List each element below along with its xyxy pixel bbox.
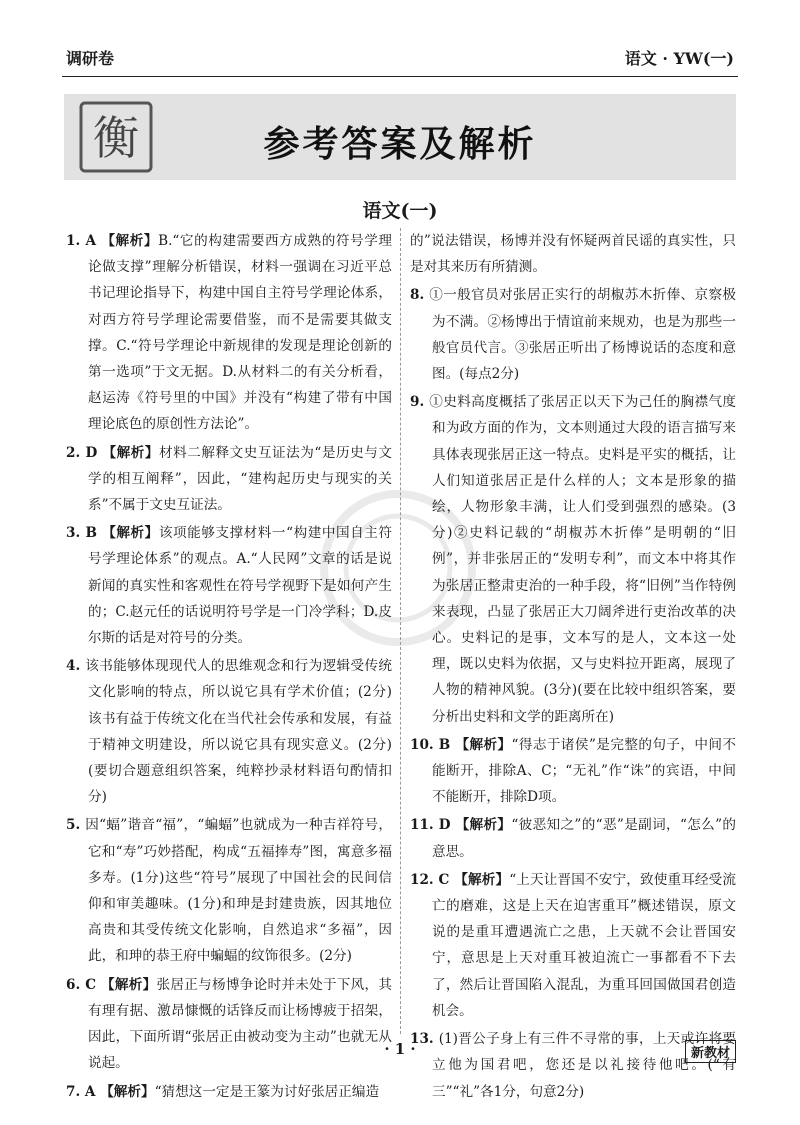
question-number: 1. A [66,233,102,249]
answer-text: 材料二解释文史互证法为“是历史与文学的相互阐释”，因此，“建构起历史与现实的关系”不属于文史互证法。 [88,444,393,514]
answer-text: ①一般官员对张居正实行的胡椒苏木折俸、京察极为不满。②杨博出于情谊前来规劝，也是为那些一般官员代言。③张居正听出了杨博说话的态度和意图。(每点2分) [429,287,736,383]
answer-item [66,653,392,810]
answer-column-left [66,228,392,1107]
answer-text: 张居正与杨博争论时并未处于下风，其有理有据、激昂慷慨的话锋反而让杨博疲于招架，因此，下面所谓“张居正由被动变为主动”也就无从说起。 [88,976,393,1072]
header-right-label: 语文 · YW(一) [624,49,734,68]
answer-text: “得志于诸侯”是完整的句子，中间不能断开，排除A、C；“无礼”作“诛”的宾语，中间不能断开，排除D项。 [432,736,737,806]
question-number: 8. [410,287,430,304]
answer-text: “上天让晋国不安宁，致使重耳经受流亡的磨难，这是上天在迫害重耳”概述错误，原文说的是重耳遭遇流亡之患，上天就不会让晋国安宁，意思是上天对重耳被迫流亡一事都看不下去了，然后让晋国陷入混乱，为重耳回国做国君创造机会。 [432,871,737,1019]
svg-text:衡: 衡 [93,111,139,165]
section-subtitle: 语文(一) [362,200,438,222]
answer-item [410,389,736,730]
question-number: 11. D [410,817,456,834]
answer-item [66,440,392,519]
analysis-tag: 【解析】 [454,871,510,888]
answer-item [410,1026,736,1105]
answer-text: 的”说法错误，杨博并没有怀疑两首民谣的真实性，只是对其来历有所猜测。 [410,233,736,276]
answer-item [66,1079,392,1105]
answer-text: “猜想这一定是王篆为讨好张居正编造 [154,1083,380,1100]
column-divider [400,228,401,1034]
answer-item [66,228,392,438]
question-number: 2. D [66,444,103,461]
answer-text: (1)晋公子身上有三件不寻常的事，上天或许将要立他为国君吧，您还是以礼接待他吧。(“有三”“礼”各1分，句意2分) [432,1031,736,1100]
answer-item [410,282,736,387]
answer-item [66,812,392,969]
header-rule [62,76,738,77]
analysis-tag: 【解析】 [101,976,157,993]
analysis-tag: 【解析】 [102,444,160,461]
question-number: 6. C [66,976,102,993]
edition-badge: 新教材 [685,1040,736,1063]
question-number: 9. [410,394,430,411]
answer-text: ①史料高度概括了张居正以天下为己任的胸襟气度和为政方面的作为，文本则通过大段的语言描写来具体表现张居正这一特点。史料是平实的概括，让人们知道张居正是什么样的人；文本是形象的描绘，人物形象丰满，让人们受到强烈的感染。(3分)②史料记载的“胡椒苏木折俸”是明朝的“旧例”，并非张居正的“发明专利”，而文本中将其作为张居正整肃吏治的一种手段，将“旧例”当作特例来表现，凸显了张居正大刀阔斧进行吏治改革的决心。史料记的是事，文本写的是人，文本这一处理，既以史料为依据，又与史料拉开距离，展现了人物的精神风貌。(3分)(要在比较中组织答案，要分析出史料和文学的距离所在) [429,394,736,725]
question-number: 3. B [66,525,103,542]
answer-text: 该书能够体现现代人的思维观念和行为逻辑受传统文化影响的特点，所以说它具有学术价值；(2分)该书有益于传统文化在当代社会传承和发展，有益于精神文明建设，所以说它具有现实意义。(2分)(要切合题意组织答案，纯粹抄录材料语句酌情扣分) [85,658,392,806]
analysis-tag: 【解析】 [455,817,512,834]
answer-text: 因“蝠”谐音“福”，“蝙蝠”也就成为一种吉祥符号，它和“寿”巧妙搭配，构成“五福捧寿”图，寓意多福多寿。(1分)这些“符号”展现了中国社会的民间信仰和审美趣味。(1分)和珅是封建贵族，因其地位高贵和其受传统文化影响，自然追求“多福”，因此，和珅的恭王府中蝙蝠的纹饰很多。(2分) [85,817,392,965]
question-number: 12. C [410,871,455,888]
page-number: · 1 · [384,1040,416,1058]
question-number: 7. A [66,1083,101,1100]
analysis-tag: 【解析】 [455,736,512,753]
analysis-tag: 【解析】 [102,525,159,542]
answer-item [410,812,736,864]
question-number: 5. [66,817,86,834]
analysis-tag: 【解析】 [101,233,159,249]
title-banner [64,94,736,180]
page-title: 参考答案及解析 [263,123,537,165]
analysis-tag: 【解析】 [100,1083,155,1100]
answer-item [410,228,736,280]
answer-item [66,520,392,651]
question-number: 10. B [410,736,456,753]
answer-item [66,972,392,1077]
answer-item [410,867,736,1024]
header-left-label: 调研卷 [66,49,115,68]
answer-column-right [410,228,736,1107]
question-number: 4. [66,658,86,675]
answer-text: 该项能够支撑材料一“构建中国自主符号学理论体系”的观点。A.“人民网”文章的话是说新闻的真实性和客观性在符号学视野下是如何产生的；C.赵元任的话说明符号学是一门冷学科；D.皮尔斯的话是对符号的分类。 [88,525,392,647]
question-number: 13. [410,1031,439,1048]
answer-text: B.“它的构建需要西方成熟的符号学理论做支撑”理解分析错误，材料一强调在习近平总书记理论指导下，构建中国自主符号学理论体系，对西方符号学理论需要借鉴，而不是需要其做支撑。C.“符号学理论中新规律的发现是理论创新的第一选项”于文无据。D.从材料二的有关分析看，赵运涛《符号里的中国》并没有“构建了带有中国理论底色的原创性方法论”。 [88,233,392,433]
answer-item [410,732,736,811]
answer-text: “彼恶知之”的“恶”是副词，“怎么”的意思。 [432,817,737,860]
